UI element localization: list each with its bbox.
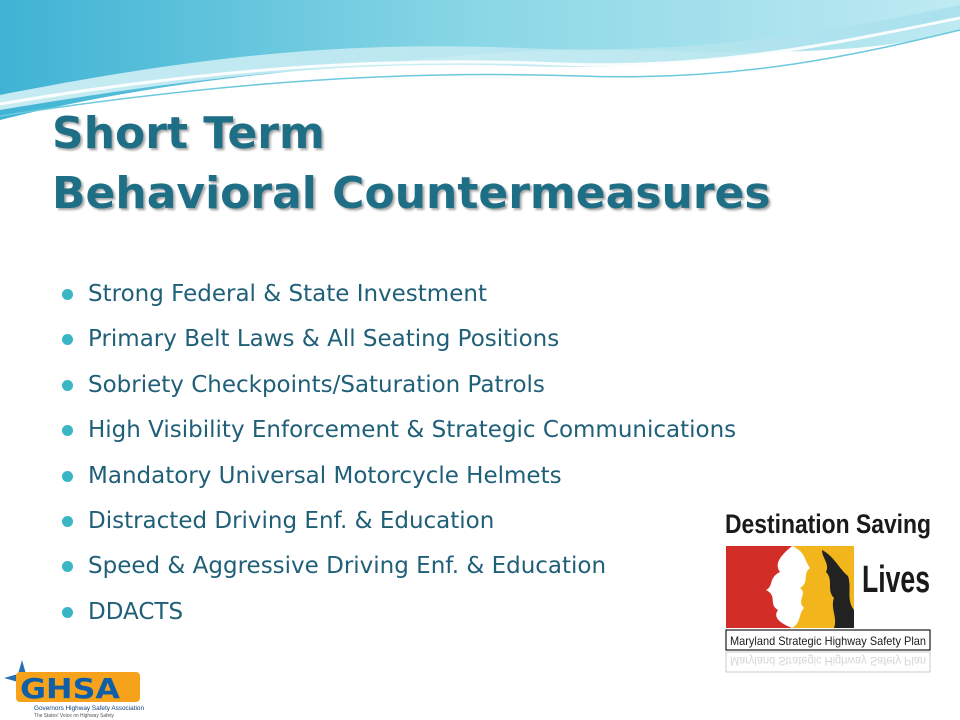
bullet-text: High Visibility Enforcement & Strategic Communications xyxy=(88,417,737,444)
ghsa-logo xyxy=(0,656,150,720)
bullet-dot-icon xyxy=(62,607,73,618)
bullet-dot-icon xyxy=(62,425,73,436)
bullet-item xyxy=(60,272,736,317)
destination-saving-lives-logo xyxy=(722,500,934,680)
bullet-text: Strong Federal & State Investment xyxy=(88,281,487,307)
dsl-subtitle-reflection: Maryland Strategic Highway Safety Plan xyxy=(730,654,926,668)
bullet-text: Mandatory Universal Motorcycle Helmets xyxy=(88,462,562,489)
bullet-text: Sobriety Checkpoints/Saturation Patrols xyxy=(88,371,545,398)
bullet-dot-icon xyxy=(62,380,73,391)
bullet-dot-icon xyxy=(62,334,73,345)
bullet-list xyxy=(60,272,736,635)
dsl-line-1: Destination Saving xyxy=(725,509,931,539)
bullet-item xyxy=(60,590,736,635)
ghsa-fullname: Governors Highway Safety Association xyxy=(34,706,144,712)
bullet-dot-icon xyxy=(62,289,73,300)
bullet-dot-icon xyxy=(62,561,73,572)
title-line-1: Short Term xyxy=(52,108,325,159)
bullet-item xyxy=(60,499,736,544)
bullet-item xyxy=(60,363,736,408)
bullet-item xyxy=(60,544,736,589)
bullet-item xyxy=(60,454,736,499)
bullet-item xyxy=(60,317,736,362)
bullet-text: DDACTS xyxy=(88,598,184,625)
title-line-2: Behavioral Countermeasures xyxy=(52,168,771,219)
bullet-text: Distracted Driving Enf. & Education xyxy=(88,507,495,534)
slide-title xyxy=(52,104,771,224)
ghsa-wordmark: GHSA xyxy=(20,672,121,705)
bullet-dot-icon xyxy=(62,516,73,527)
dsl-subtitle: Maryland Strategic Highway Safety Plan xyxy=(730,634,926,648)
bullet-text: Speed & Aggressive Driving Enf. & Education xyxy=(88,553,607,580)
bullet-dot-icon xyxy=(62,471,73,482)
bullet-text: Primary Belt Laws & All Seating Positions xyxy=(88,326,560,353)
dsl-line-2: Lives xyxy=(862,559,930,601)
bullet-item xyxy=(60,408,736,453)
ghsa-tagline: The States' Voice on Highway Safety xyxy=(34,713,115,719)
